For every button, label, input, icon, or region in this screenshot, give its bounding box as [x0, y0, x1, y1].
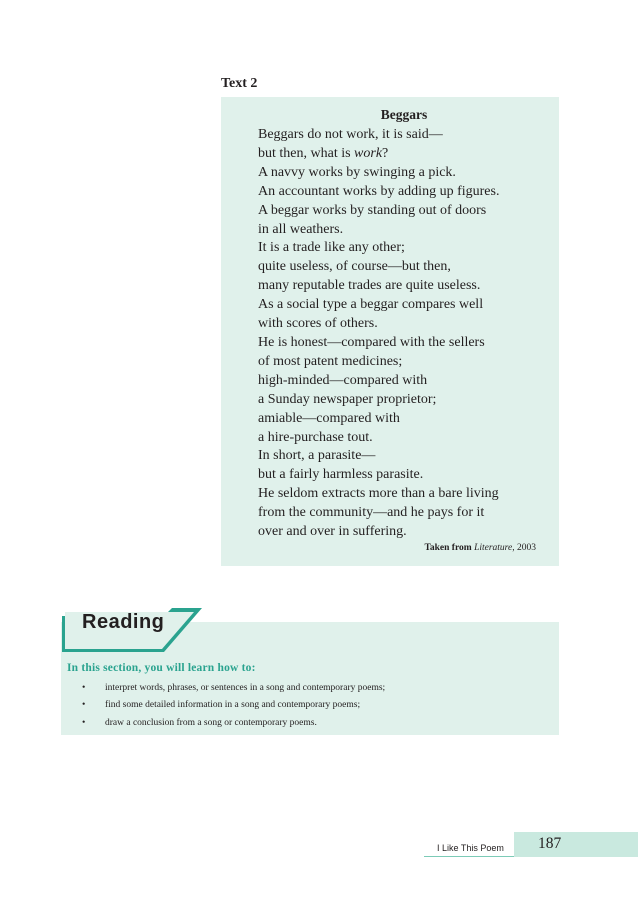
poem-line: quite useless, of course—but then,: [258, 259, 451, 275]
poem-line: amiable—compared with: [258, 410, 400, 426]
poem-line: a hire-purchase tout.: [258, 429, 373, 445]
source-prefix: Taken from: [424, 543, 472, 553]
poem-title: Beggars: [380, 107, 428, 122]
objectives-list: [61, 680, 385, 732]
objective-item: [61, 697, 385, 714]
poem-line: but a fairly harmless parasite.: [258, 467, 424, 483]
poem-line: of most patent medicines;: [258, 353, 403, 369]
source-title: Literature: [474, 543, 513, 553]
poem-line: A navvy works by swinging a pick.: [258, 164, 456, 180]
learn-heading: In this section, you will learn how to:: [67, 662, 256, 674]
poem-lines: [258, 126, 499, 542]
poem-line: An accountant works by adding up figures.: [258, 183, 500, 199]
page-number: 187: [538, 835, 562, 852]
poem-line: As a social type a beggar compares well: [258, 297, 484, 313]
poem-line-italic: work: [354, 145, 383, 161]
poem-line: He is honest—compared with the sellers: [258, 334, 485, 350]
poem-line: In short, a parasite—: [258, 448, 376, 464]
poem-line: a Sunday newspaper proprietor;: [258, 391, 437, 407]
page-number-tab: [514, 832, 638, 857]
bullet-icon: •: [82, 683, 86, 693]
poem-line-text: but then, what is: [258, 145, 355, 161]
footer-chapter-title: I Like This Poem: [437, 843, 504, 853]
poem-line: with scores of others.: [258, 316, 378, 332]
poem-box: [221, 97, 559, 566]
poem-line: high-minded—compared with: [258, 372, 428, 388]
poem-line: from the community—and he pays for it: [258, 505, 485, 521]
poem-line: Beggars do not work, it is said—: [258, 127, 443, 142]
objective-text: find some detailed information in a song and contemporary poems;: [105, 700, 361, 711]
poem-line: many reputable trades are quite useless.: [258, 278, 481, 294]
section-label: Text 2: [221, 76, 258, 91]
objective-text: draw a conclusion from a song or contemporary poems.: [105, 717, 317, 728]
poem-line: He seldom extracts more than a bare living: [258, 486, 499, 502]
bullet-icon: •: [82, 700, 86, 711]
source-year: , 2003: [512, 543, 536, 553]
poem-line: [258, 145, 499, 164]
objective-item: [61, 715, 385, 732]
poem-line: A beggar works by standing out of doors: [258, 202, 487, 218]
footer-rule: [424, 856, 514, 857]
objective-text: interpret words, phrases, or sentences in a song and contemporary poems;: [105, 683, 386, 693]
bullet-icon: •: [82, 717, 86, 728]
reading-section-tab: [62, 608, 202, 652]
reading-title: Reading: [82, 611, 165, 633]
poem-line-end: ?: [382, 145, 389, 161]
poem-line: It is a trade like any other;: [258, 240, 405, 256]
poem-line: in all weathers.: [258, 221, 344, 237]
poem-source: [424, 543, 536, 553]
objective-item: [61, 680, 385, 697]
poem-line: over and over in suffering.: [258, 524, 407, 540]
